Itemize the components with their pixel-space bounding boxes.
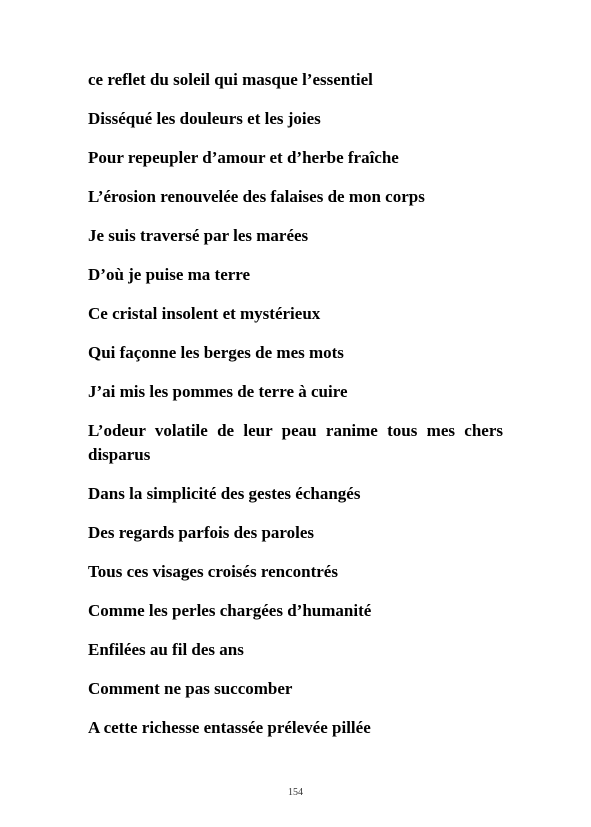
poem-line-wrapped: L’odeur volatile de leur peau ranime tous mes chers disparus [88,421,503,464]
poem-line: ce reflet du soleil qui masque l’essentiel [88,70,373,89]
poem-line: Tous ces visages croisés rencontrés [88,562,338,581]
poem-line: A cette richesse entassée prélevée pillée [88,718,371,737]
page-number: 154 [288,787,303,798]
poem-line: L’érosion renouvelée des falaises de mon corps [88,187,425,206]
poem-line: Enfilées au fil des ans [88,640,244,659]
poem-line: Qui façonne les berges de mes mots [88,343,344,362]
poem-line: Pour repeupler d’amour et d’herbe fraîche [88,148,399,167]
poem-line: D’où je puise ma terre [88,265,251,284]
poem-line: Des regards parfois des paroles [88,523,315,542]
poem-line: Ce cristal insolent et mystérieux [88,304,321,323]
poem-line: Je suis traversé par les marées [88,226,309,245]
poem-line: Comme les perles chargées d’humanité [88,601,372,620]
poem-line: Dans la simplicité des gestes échangés [88,484,361,503]
poem-line: Comment ne pas succomber [88,679,293,698]
poem-line: J’ai mis les pommes de terre à cuire [88,382,348,401]
poem-line: Disséqué les douleurs et les joies [88,109,321,128]
